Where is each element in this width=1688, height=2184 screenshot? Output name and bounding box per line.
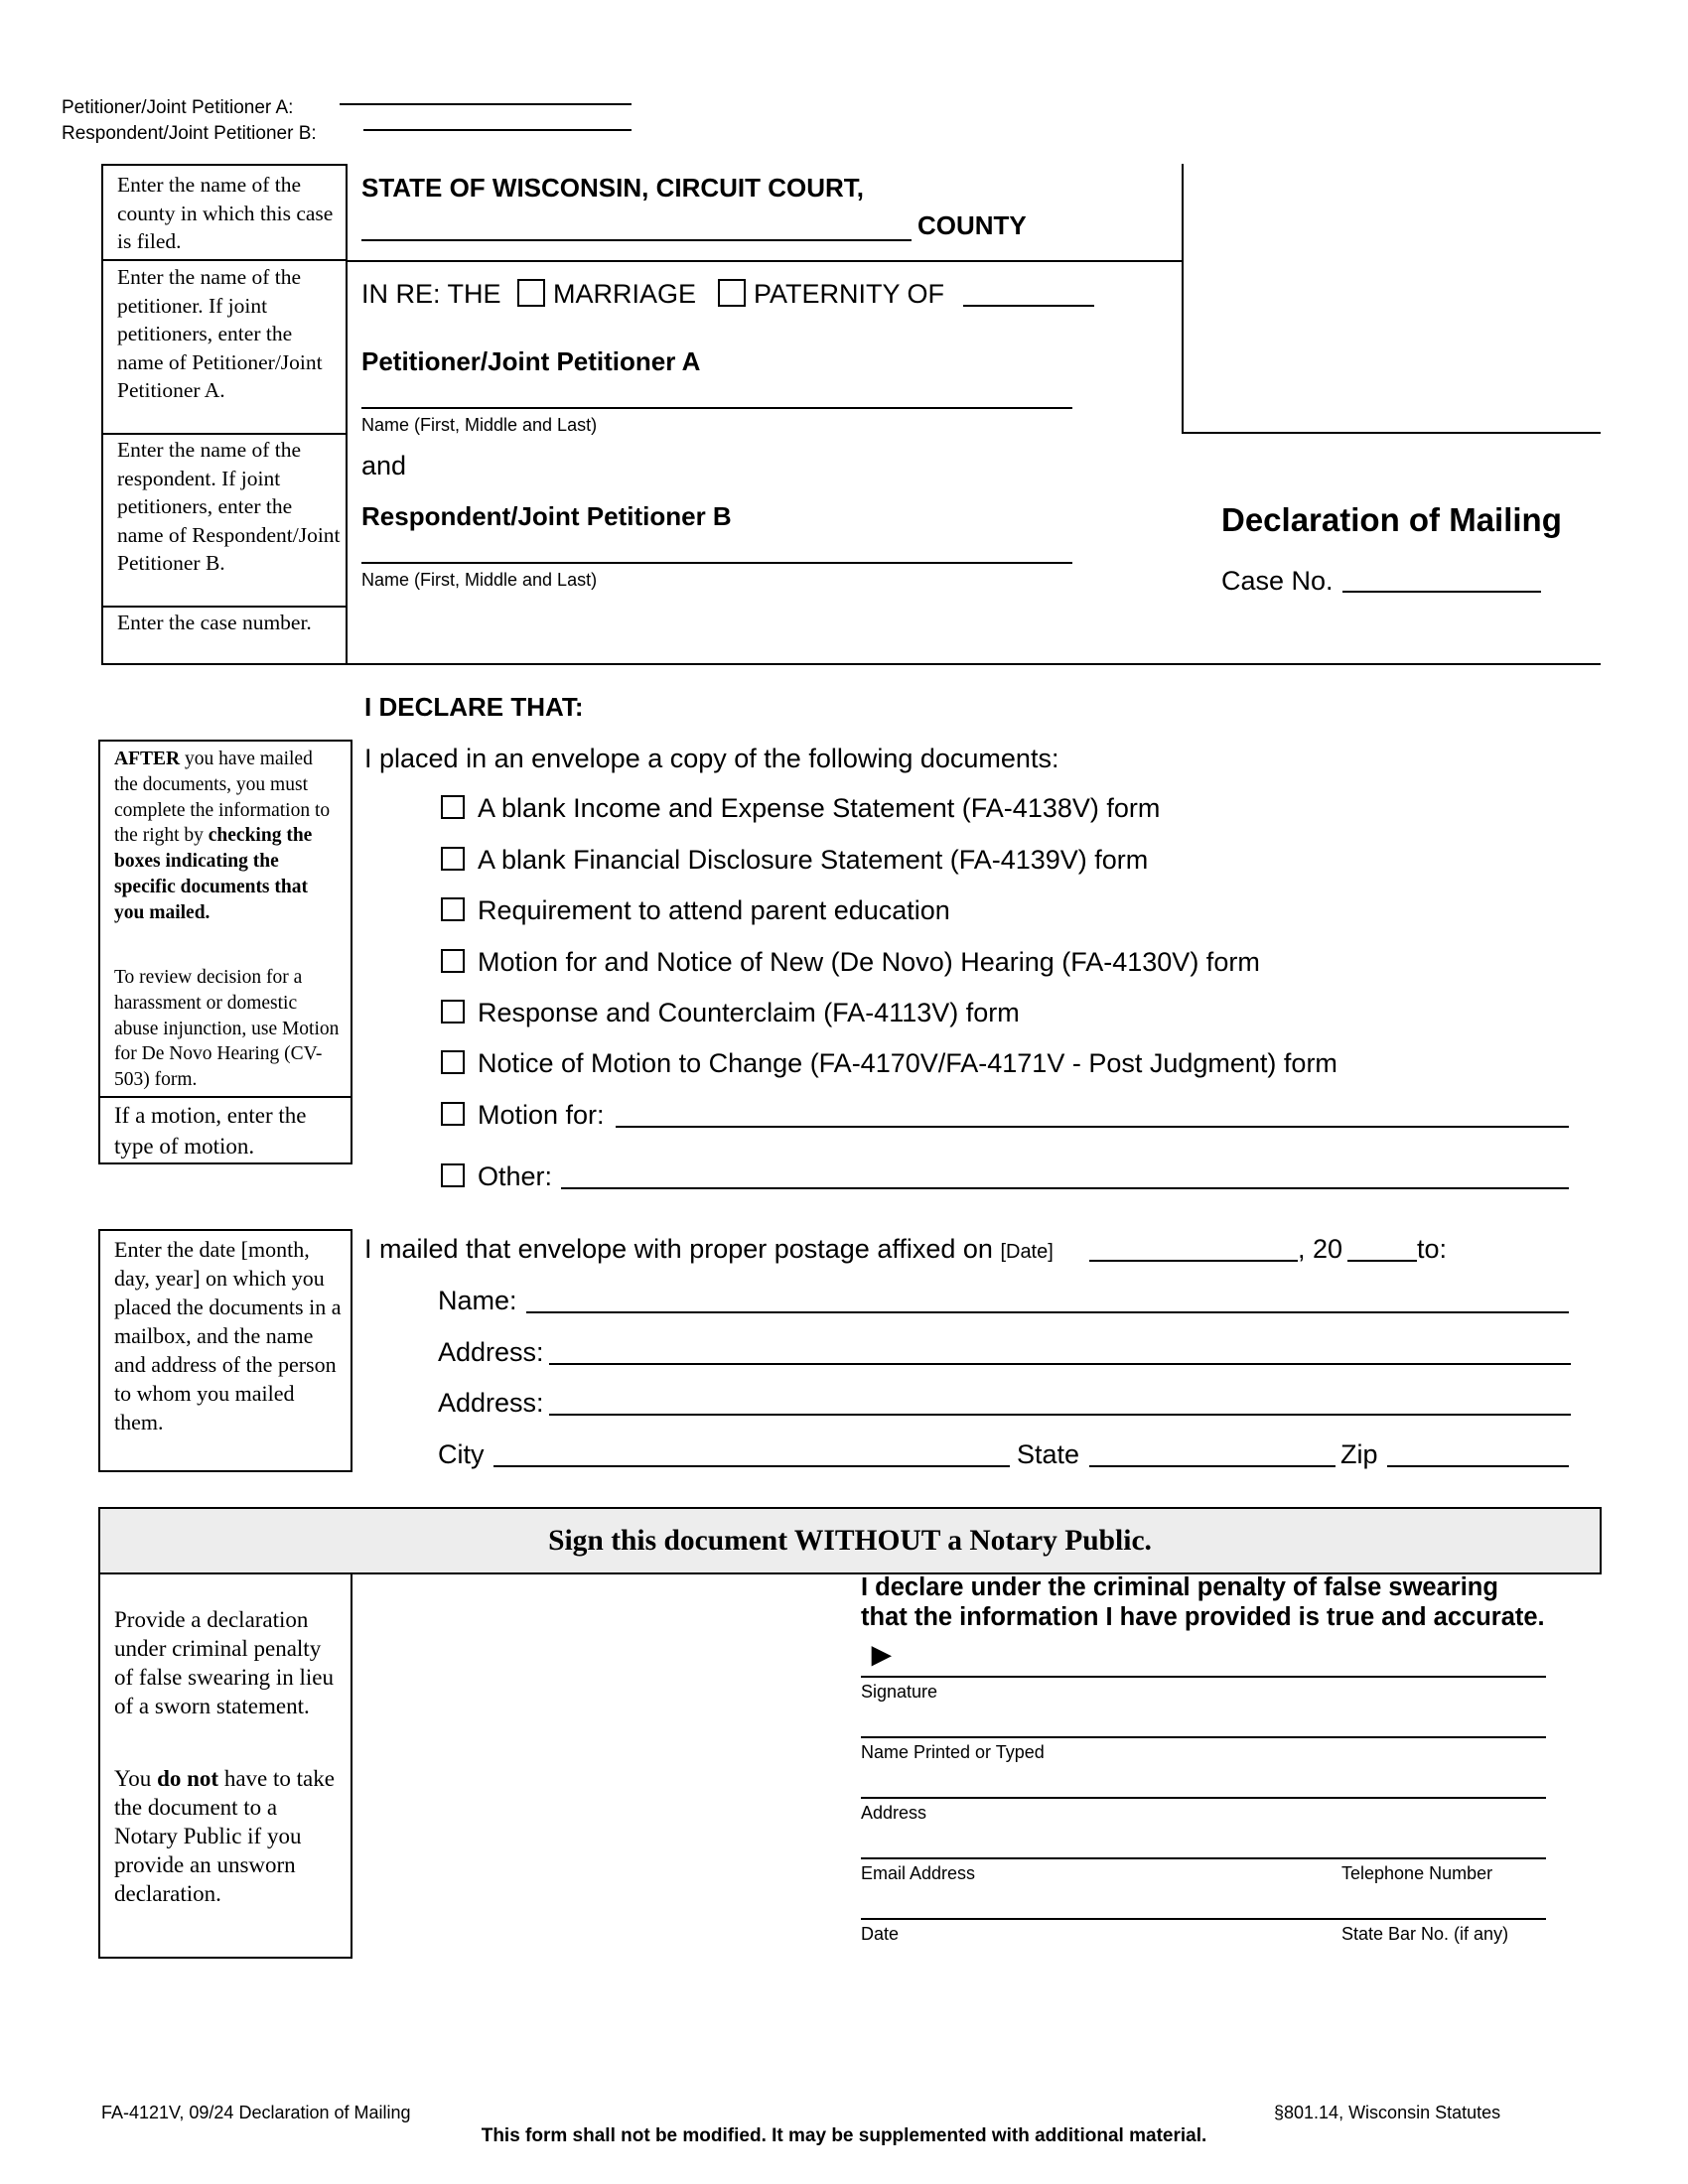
court-block-rule	[346, 260, 1184, 262]
to-label: to:	[1417, 1234, 1448, 1264]
notary-banner-text: Sign this document WITHOUT a Notary Public.	[548, 1524, 1152, 1557]
footer-form-id: FA-4121V, 09/24 Declaration of Mailing	[101, 2103, 411, 2122]
printed-name-label: Name Printed or Typed	[861, 1742, 1045, 1762]
declare-heading: I DECLARE THAT:	[364, 692, 584, 722]
email-label: Email Address	[861, 1863, 976, 1883]
printed-name-field[interactable]	[861, 1736, 1546, 1738]
petitioner-a-label: Petitioner/Joint Petitioner A:	[62, 97, 294, 118]
document-checkbox-financial-disclosure[interactable]	[441, 847, 465, 871]
court-title: STATE OF WISCONSIN, CIRCUIT COURT,	[361, 173, 865, 203]
motion-for-field[interactable]	[616, 1126, 1569, 1128]
document-label: Motion for and Notice of New (De Novo) Hearing (FA-4130V) form	[478, 947, 1260, 977]
document-label: Notice of Motion to Change (FA-4170V/FA-4171V - Post Judgment) form	[478, 1048, 1337, 1078]
other-checkbox[interactable]	[441, 1163, 465, 1187]
motion-for-checkbox[interactable]	[441, 1102, 465, 1126]
motion-for-label: Motion for:	[478, 1100, 605, 1130]
hint-after-mailing: AFTER you have mailed the documents, you must complete the information to the right by checking the boxes indicating the specific documents that you mailed.	[114, 749, 331, 923]
document-label: A blank Financial Disclosure Statement (FA-4139V) form	[478, 845, 1149, 875]
marriage-label: MARRIAGE	[553, 279, 697, 309]
date-bar-field[interactable]	[861, 1918, 1546, 1920]
signer-address-field[interactable]	[861, 1797, 1546, 1799]
document-checkbox-income-expense[interactable]	[441, 795, 465, 819]
telephone-label: Telephone Number	[1341, 1863, 1493, 1883]
county-field[interactable]	[361, 239, 912, 241]
document-label: Requirement to attend parent education	[478, 895, 950, 925]
hint-respondent: Enter the name of the respondent. If joint petitioners, enter the name of Respondent/Joint Petitioner B.	[117, 438, 341, 575]
recipient-address-label: Address:	[438, 1337, 544, 1367]
in-re-label: IN RE: THE	[361, 279, 501, 309]
document-title: Declaration of Mailing	[1221, 501, 1562, 538]
county-label: COUNTY	[917, 210, 1027, 240]
documents-intro: I placed in an envelope a copy of the following documents:	[364, 744, 1059, 773]
recipient-zip-field[interactable]	[1387, 1465, 1569, 1467]
petitioner-a-heading: Petitioner/Joint Petitioner A	[361, 346, 701, 376]
hint-motion: If a motion, enter the type of motion.	[114, 1103, 307, 1159]
document-checkbox-response-counterclaim[interactable]	[441, 1000, 465, 1024]
filing-stamp-box-bottom	[1182, 432, 1601, 434]
hint-petitioner: Enter the name of the petitioner. If joint petitioners, enter the name of Petitioner/Joint Petitioner A.	[117, 265, 323, 402]
document-checkbox-parent-education[interactable]	[441, 897, 465, 921]
hint-mailing-date: Enter the date [month, day, year] on which you placed the documents in a mailbox, and the name and address of the person to whom you mailed them.	[114, 1237, 342, 1434]
mailing-date-field[interactable]	[1089, 1260, 1298, 1262]
date-label: Date	[861, 1924, 900, 1944]
petitioner-a-name-hint: Name (First, Middle and Last)	[361, 415, 598, 435]
signature-arrow-icon: ►	[865, 1636, 899, 1674]
recipient-name-label: Name:	[438, 1286, 517, 1315]
respondent-b-name-field[interactable]	[361, 562, 1072, 564]
respondent-b-name-hint: Name (First, Middle and Last)	[361, 570, 598, 590]
hint-case-number: Enter the case number.	[117, 611, 312, 634]
documents-hint-divider	[98, 1096, 352, 1098]
case-no-field[interactable]	[1342, 591, 1541, 593]
paternity-field[interactable]	[963, 305, 1094, 307]
recipient-city-label: City	[438, 1439, 485, 1469]
mailing-intro: I mailed that envelope with proper postage affixed on [Date]	[364, 1234, 1054, 1264]
recipient-city-field[interactable]	[493, 1465, 1010, 1467]
other-label: Other:	[478, 1161, 553, 1191]
year-prefix: , 20	[1298, 1234, 1343, 1264]
recipient-address-label-2: Address:	[438, 1388, 544, 1418]
and-label: and	[361, 451, 407, 480]
declaration-statement: I declare under the criminal penalty of false swearing that the information I have provided is true and accurate.	[861, 1573, 1545, 1631]
recipient-state-label: State	[1017, 1439, 1080, 1469]
hint-notary: You do not have to take the document to a Notary Public if you provide an unsworn declaration.	[114, 1766, 335, 1906]
document-checkbox-de-novo-hearing[interactable]	[441, 949, 465, 973]
recipient-name-field[interactable]	[526, 1311, 1569, 1313]
recipient-zip-label: Zip	[1340, 1439, 1378, 1469]
document-label: A blank Income and Expense Statement (FA-4138V) form	[478, 793, 1161, 823]
hint-declaration: Provide a declaration under criminal penalty of false swearing in lieu of a sworn statement.	[114, 1607, 334, 1718]
footer-statute: §801.14, Wisconsin Statutes	[1274, 2103, 1501, 2122]
document-label: Response and Counterclaim (FA-4113V) form	[478, 998, 1020, 1027]
other-field[interactable]	[561, 1187, 1569, 1189]
petitioner-a-name-field[interactable]	[361, 407, 1072, 409]
caption-bottom-rule	[101, 663, 1601, 665]
hint-review-decision: To review decision for a harassment or domestic abuse injunction, use Motion for De Novo Hearing (CV-503) form.	[114, 967, 340, 1091]
respondent-b-heading: Respondent/Joint Petitioner B	[361, 501, 732, 531]
recipient-state-field[interactable]	[1089, 1465, 1336, 1467]
respondent-b-field[interactable]	[363, 129, 632, 131]
recipient-address-field-2[interactable]	[549, 1414, 1571, 1416]
case-no-label: Case No.	[1221, 566, 1334, 596]
state-bar-label: State Bar No. (if any)	[1341, 1924, 1509, 1944]
signature-label: Signature	[861, 1682, 938, 1702]
filing-stamp-box-left	[1182, 164, 1184, 434]
paternity-checkbox[interactable]	[718, 279, 746, 307]
petitioner-a-field[interactable]	[340, 103, 632, 105]
marriage-checkbox[interactable]	[517, 279, 545, 307]
mailing-year-field[interactable]	[1347, 1260, 1417, 1262]
footer-notice: This form shall not be modified. It may be supplemented with additional material.	[481, 2125, 1207, 2146]
email-telephone-field[interactable]	[861, 1857, 1546, 1859]
notary-banner	[98, 1507, 1602, 1574]
recipient-address-field-1[interactable]	[549, 1363, 1571, 1365]
paternity-label: PATERNITY OF	[754, 279, 945, 309]
signature-field[interactable]	[861, 1676, 1546, 1678]
signer-address-label: Address	[861, 1803, 927, 1823]
respondent-b-label: Respondent/Joint Petitioner B:	[62, 123, 317, 144]
document-checkbox-motion-to-change[interactable]	[441, 1050, 465, 1074]
hint-county: Enter the name of the county in which this case is filed.	[117, 173, 334, 253]
